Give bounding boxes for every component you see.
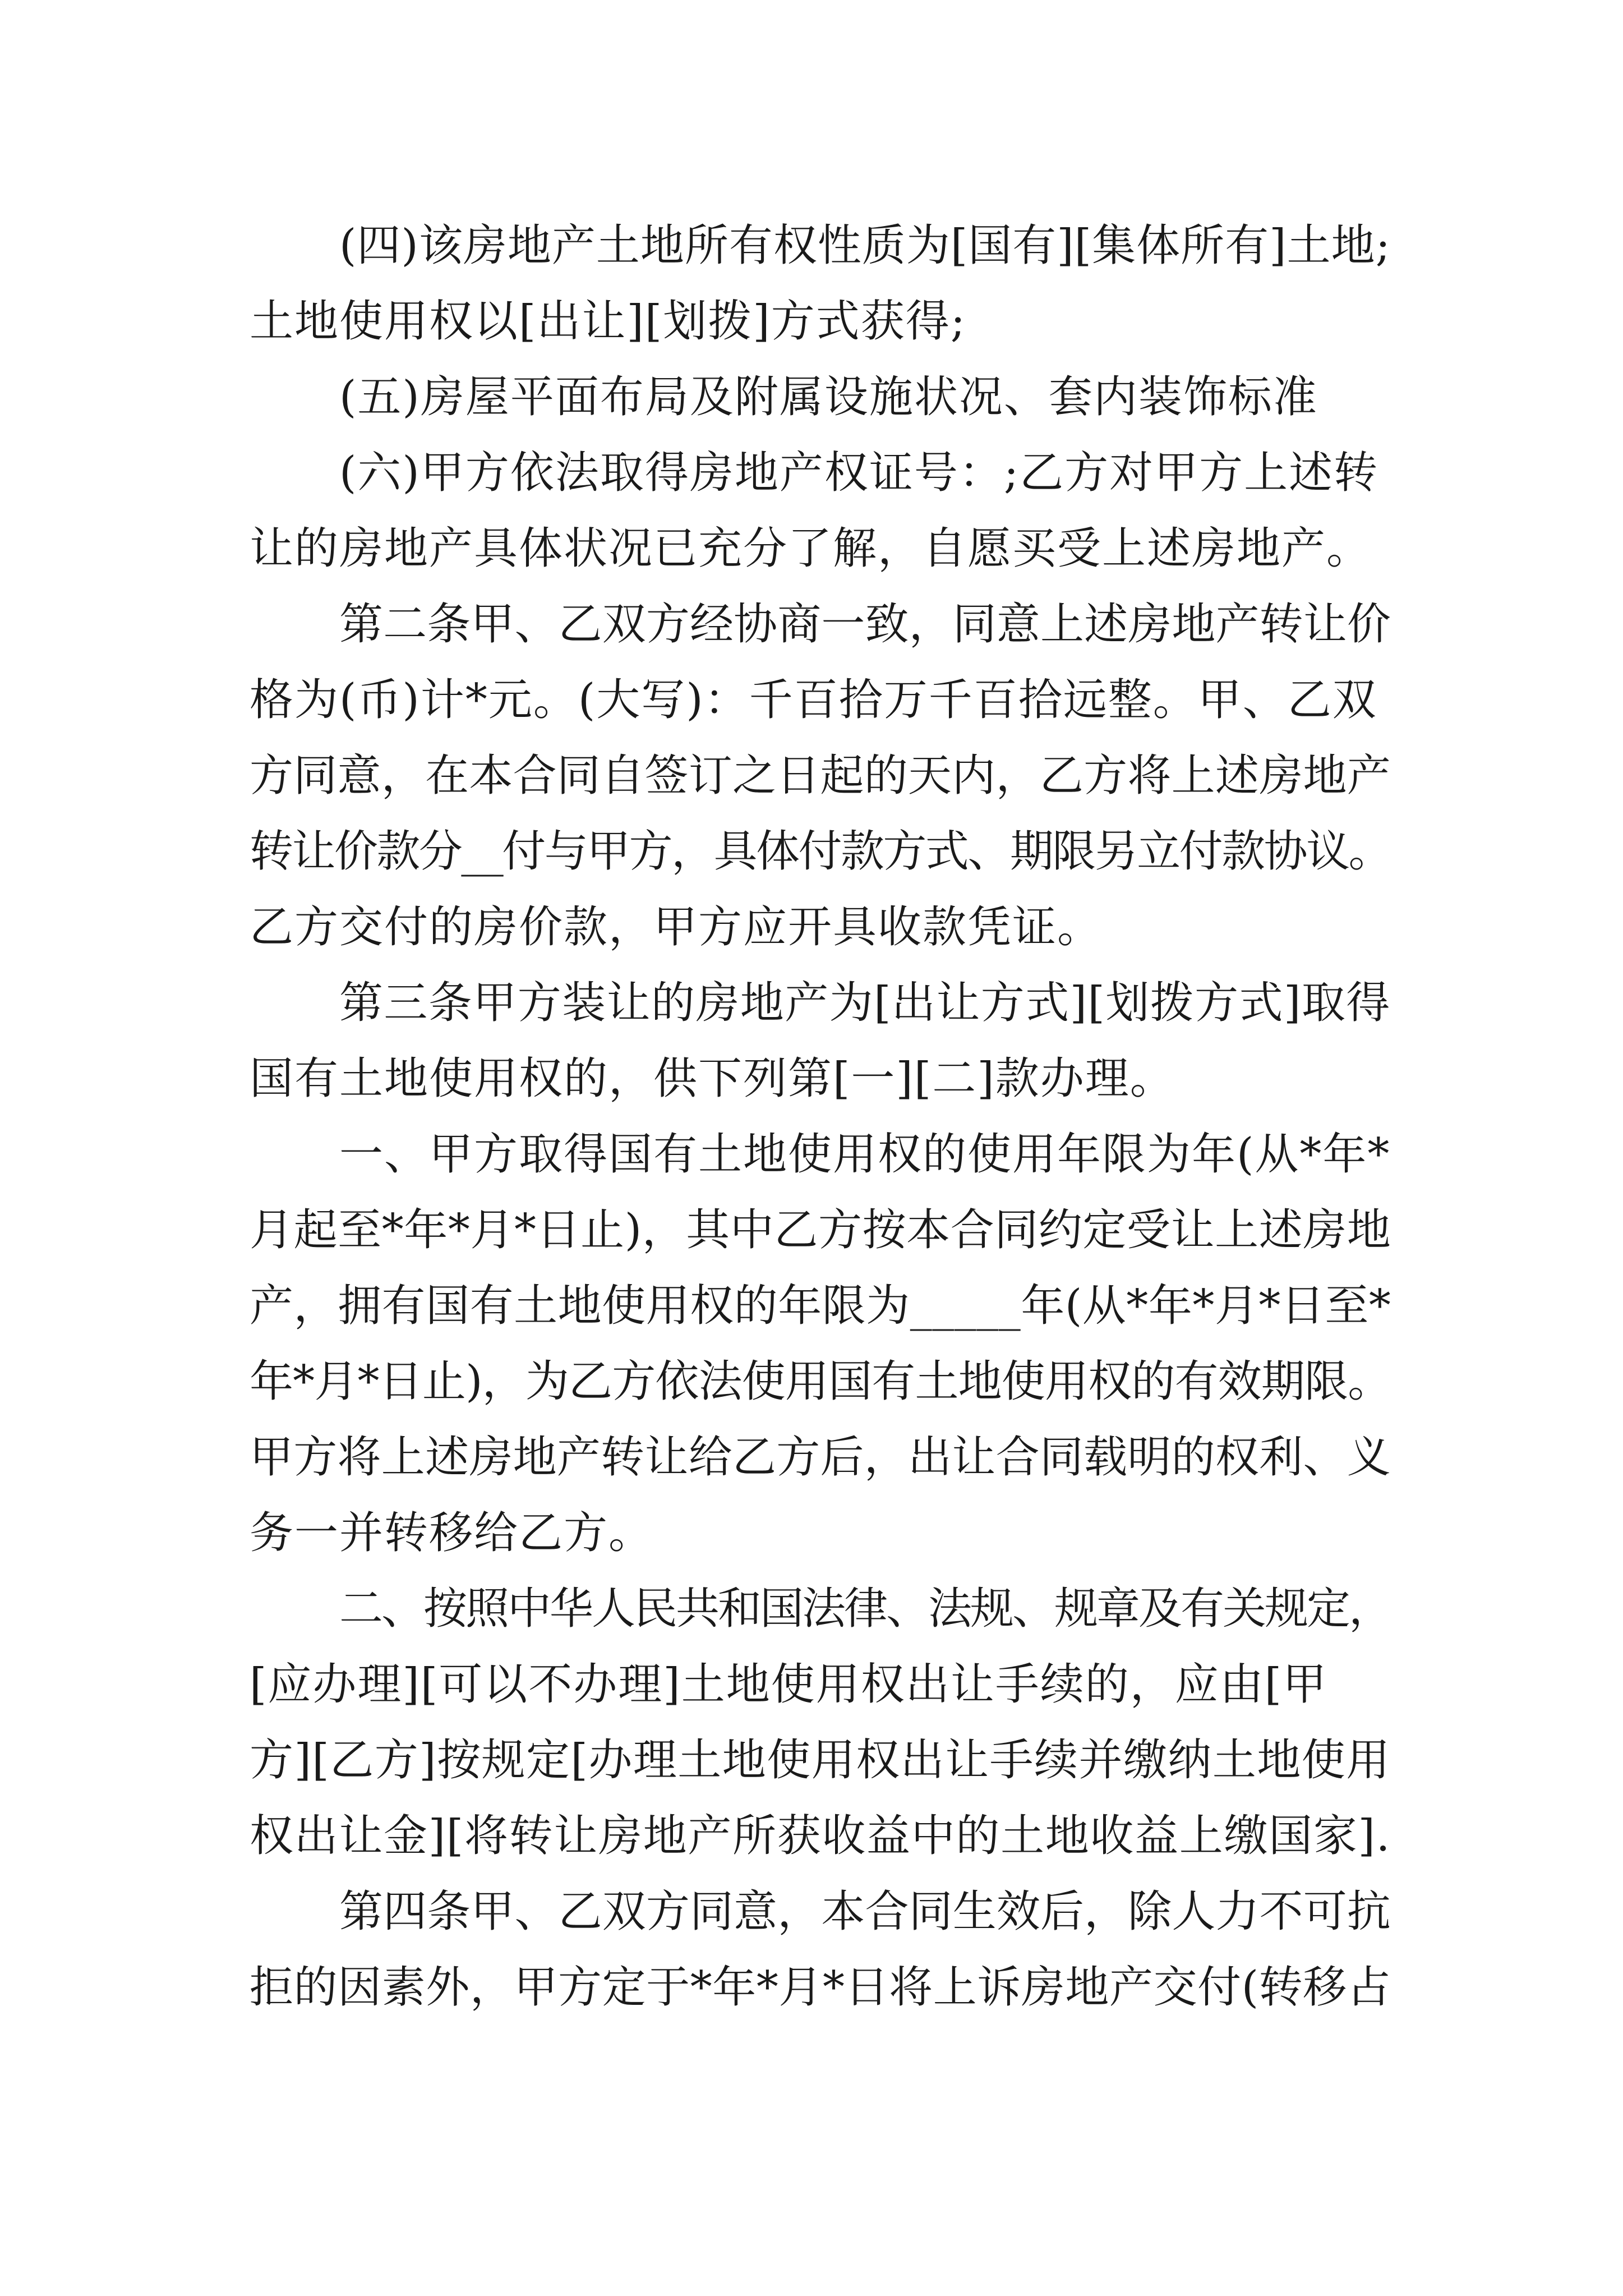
clause-6-certificate: (六)甲方依法取得房地产权证号：;乙方对甲方上述转 (339, 448, 1379, 498)
clause-5-layout: (五)房屋平面布局及附属设施状况、套内装饰标准 (339, 372, 1318, 422)
text-line: 务一并转移给乙方。 (250, 1508, 654, 1558)
article-4-heading-line: 第四条甲、乙双方同意，本合同生效后，除人力不可抗 (339, 1887, 1391, 1937)
text-line: 国有土地使用权的，供下列第[一][二]款办理。 (250, 1053, 1175, 1104)
text-line: 乙方交付的房价款，甲方应开具收款凭证。 (250, 902, 1103, 953)
text-line: 让的房地产具体状况已充分了解，自愿买受上述房地产。 (250, 523, 1372, 574)
text-line: 方][乙方]按规定[办理土地使用权出让手续并缴纳土地使用 (250, 1735, 1391, 1786)
text-line: 转让价款分__付与甲方，具体付款方式、期限另立付款协议。 (250, 826, 1391, 877)
article-2-heading-line: 第二条甲、乙双方经协商一致，同意上述房地产转让价 (339, 599, 1391, 650)
item-1-line: 一、甲方取得国有土地使用权的使用年限为年(从*年* (339, 1129, 1391, 1180)
text-line: 权出让金][将转让房地产所获收益中的土地收益上缴国家]. (250, 1811, 1391, 1861)
text-line: 年*月*日止)，为乙方依法使用国有土地使用权的有效期限。 (250, 1356, 1391, 1407)
text-line: 拒的因素外，甲方定于*年*月*日将上诉房地产交付(转移占 (250, 1962, 1391, 2013)
text-line: 格为(币)计*元。(大写)：千百拾万千百拾远整。甲、乙双 (250, 675, 1377, 725)
text-line: 产，拥有国有土地使用权的年限为_____年(从*年*月*日至* (250, 1281, 1391, 1331)
text-line: [应办理][可以不办理]土地使用权出让手续的，应由[甲 (250, 1659, 1328, 1710)
clause-4-land-ownership: (四)该房地产土地所有权性质为[国有][集体所有]土地; (339, 220, 1391, 271)
text-line: 土地使用权以[出让][划拨]方式获得; (250, 296, 967, 347)
article-3-heading-line: 第三条甲方装让的房地产为[出让方式][划拨方式]取得 (339, 978, 1391, 1028)
item-2-line: 二、按照中华人民共和国法律、法规、规章及有关规定， (339, 1584, 1391, 1634)
text-line: 月起至*年*月*日止)，其中乙方按本合同约定受让上述房地 (250, 1205, 1391, 1255)
text-line: 方同意，在本合同自签订之日起的天内，乙方将上述房地产 (250, 751, 1391, 801)
text-line: 甲方将上述房地产转让给乙方后，出让合同载明的权利、义 (250, 1432, 1391, 1483)
